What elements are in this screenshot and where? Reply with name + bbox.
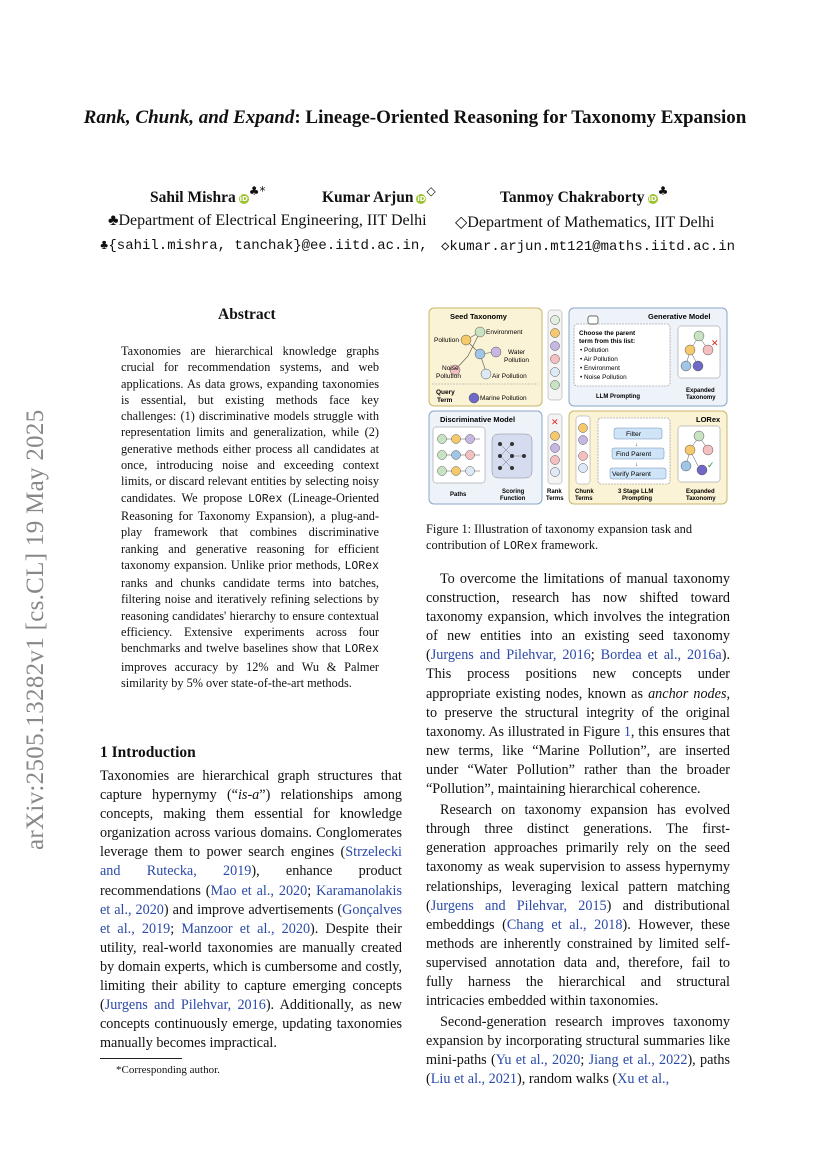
orcid-icon[interactable]: iD <box>239 195 248 203</box>
abstract-text: Taxonomies are hierarchical knowledge graphs crucial for recommendation systems, and web applications. As data grows, expanding taxonomies is essential, but existing methods face key challenges: (1) discriminative models struggle with representation limits and generalization, while (2) generative methods either process all candidates at once, introducing noise and exceeding context limits, or discard relevant entities by selecting noisy candidates. We propose <box>121 344 379 505</box>
abstract-body <box>121 343 379 691</box>
paragraph <box>100 767 402 1053</box>
author-marks: ◇ <box>426 184 436 198</box>
text: ”) relationships among concepts, making them essential for knowledge organization across various domains. Conglomerates leverage them to power search engines ( <box>100 787 402 861</box>
scoring-label: Function <box>500 496 526 502</box>
lorex-name: LORex <box>503 540 538 554</box>
label-marine: Marine Pollution <box>480 395 527 402</box>
text: ), paths ( <box>426 1052 730 1088</box>
citation-link[interactable]: Manzoor et al., 2020 <box>181 920 311 937</box>
text: ; <box>307 882 317 899</box>
text: Research on taxonomy expansion has evolved through three distinct generations. The first-generation approaches primarily rely on the seed taxonomy as weak supervision to assess hypernymy relationships, leveraging lexical pattern matching ( <box>426 802 730 914</box>
label-environment: Environment <box>486 329 523 336</box>
svg-text:↓: ↓ <box>635 442 638 448</box>
expanded-label: Taxonomy <box>686 496 716 502</box>
author-name: Kumar Arjun <box>322 189 414 206</box>
abstract-text: improves accuracy by 12% and Wu & Palmer similarity by 5% over state-of-the-art methods. <box>121 659 379 690</box>
stage-label: 3 Stage LLM <box>618 489 654 495</box>
citation-link[interactable]: Jurgens and Pilehvar, 2015 <box>430 897 607 914</box>
text: ). Despite their utility, real-world taxonomies are manually created by domain experts, which is cumbersome and costly, limiting their ability to capture emerging concepts ( <box>100 920 402 1014</box>
check-icon: ✓ <box>707 460 715 470</box>
citation-link[interactable]: Gonçalves et al., 2019 <box>100 901 403 937</box>
citation-link[interactable]: Jurgens and Pilehvar, 2016 <box>430 647 591 664</box>
generative-model-label: Generative Model <box>648 312 711 321</box>
author-name: Sahil Mishra <box>150 189 236 206</box>
citation-link[interactable]: Bordea et al., 2016a <box>600 647 722 664</box>
discriminative-label: Discriminative Model <box>440 415 516 424</box>
text: ) and improve advertisements ( <box>163 901 343 918</box>
citation-link[interactable]: Karamanolakis et al., 2020 <box>100 882 402 918</box>
abstract-text: (Lineage-Oriented Reasoning for Taxonomy Expansion), a plug-and-play framework that combines discriminative ranking and generative reasoning for efficient taxonomy expansion. Unlike prior methods, <box>121 490 380 572</box>
intro-left-column <box>100 767 402 1053</box>
figure-link[interactable]: 1 <box>623 723 631 740</box>
node-pollution <box>461 335 471 345</box>
right-column <box>426 570 730 1090</box>
chunk-label: Chunk <box>575 489 594 495</box>
figure-caption <box>426 521 730 556</box>
text: Taxonomies are hierarchical graph structures that capture hypernymy (“ <box>100 768 402 804</box>
lorex-name: LORex <box>344 643 379 657</box>
find-parent-label: Find Parent <box>616 451 652 458</box>
lorex-name: LORex <box>247 492 283 506</box>
citation-link[interactable]: Mao et al., 2020 <box>210 882 308 899</box>
seed-taxonomy-label: Seed Taxonomy <box>450 312 507 321</box>
citation-link[interactable]: Xu et al., <box>617 1071 670 1088</box>
node-environment <box>475 327 485 337</box>
title-italic: Rank, Chunk, and Expand <box>83 107 295 128</box>
expanded-label: Taxonomy <box>686 395 716 401</box>
citation-link[interactable]: Jurgens and Pilehvar, 2016 <box>104 997 266 1014</box>
text: ), enhance product recommendations ( <box>100 863 402 899</box>
text: To overcome the limitations of manual taxonomy construction, research has now shifted toward taxonomy expansion, which involves the integration of new entities into an existing seed taxonomy ( <box>426 571 730 664</box>
node-water <box>491 347 501 357</box>
cross-icon: ✕ <box>711 338 719 348</box>
prompt-item: • Pollution <box>580 347 609 354</box>
paragraph <box>426 801 730 1011</box>
prompt-item: • Environment <box>580 365 620 372</box>
text-italic: anchor nodes <box>648 685 727 702</box>
text: ). However, these methods are inherently constrained by limited self-supervised annotation data and, therefore, fail to fully harness the hierarchical and structural intricacies embedded within taxonomies. <box>426 916 730 1010</box>
orcid-icon[interactable]: iD <box>417 195 426 203</box>
paragraph <box>426 570 730 799</box>
cross-icon: ✕ <box>551 417 559 427</box>
text: ; <box>590 647 601 664</box>
text: ; <box>170 920 182 937</box>
node-marine <box>469 393 479 403</box>
prompt-line: term from this list: <box>579 338 636 345</box>
filter-label: Filter <box>626 431 642 438</box>
arxiv-stamp[interactable]: arXiv:2505.13282v1 [cs.CL] 19 May 2025 <box>22 409 49 850</box>
expanded-label: Expanded <box>686 489 715 495</box>
label-pollution: Pollution <box>434 337 459 344</box>
chunk-label: Terms <box>575 496 593 502</box>
text: Second-generation research improves taxonomy expansion by incorporating structural summaries like mini-paths ( <box>426 1014 730 1069</box>
citation-link[interactable]: Jiang et al., 2022 <box>588 1052 688 1069</box>
email-2[interactable]: ◇kumar.arjun.mt121@maths.iitd.ac.in <box>441 239 736 255</box>
paths-label: Paths <box>450 492 467 498</box>
abstract-text: ranks and chunks candidate terms into batches, filtering noise and iteratively refining selections by reasoning candidates' hierarchy to ensure contextual efficiency. Extensive experiments across four benchmarks and twelve baselines show that <box>121 576 379 656</box>
text-italic: is-a <box>237 787 260 804</box>
prompt-line: Choose the parent <box>579 330 636 337</box>
citation-link[interactable]: Yu et al., 2020 <box>495 1052 581 1069</box>
label-term: Term <box>437 397 453 404</box>
affiliation-1: ♣Department of Electrical Engineering, IIT Delhi <box>108 212 427 229</box>
citation-link[interactable]: Liu et al., 2021 <box>430 1071 518 1088</box>
text: , this ensures that new terms, like “Marine Pollution”, are inserted under “Water Pollution” rather than the broader “Pollution”, maintaining hierarchical coherence. <box>426 723 730 798</box>
label-query: Query <box>436 389 455 396</box>
email-1[interactable]: ♣{sahil.mishra, tanchak}@ee.iitd.ac.in, <box>100 238 428 254</box>
robot-icon <box>588 316 598 324</box>
author-1 <box>150 184 265 207</box>
caption-text: framework. <box>537 538 599 553</box>
text: ). This process positions new concepts under appropriate existing nodes, known as <box>426 647 730 702</box>
title-rest: : Lineage-Oriented Reasoning for Taxonomy Expansion <box>294 107 747 128</box>
lorex-label: LORex <box>696 415 721 424</box>
paper-title <box>80 106 750 130</box>
node-air <box>481 369 491 379</box>
text: ). Additionally, as new concepts continuously emerge, updating taxonomies manually becomes impractical. <box>100 997 402 1052</box>
prompt-item: • Noise Pollution <box>580 374 627 381</box>
svg-text:↓: ↓ <box>635 462 638 468</box>
rank-label: Terms <box>546 496 564 502</box>
label-noise-2: Pollution <box>436 373 461 380</box>
scoring-label: Scoring <box>502 489 525 495</box>
verify-parent-label: Verify Parent <box>612 471 651 478</box>
stage-label: Prompting <box>622 496 652 502</box>
expanded-label: Expanded <box>686 388 715 394</box>
text: ), random walks ( <box>517 1071 618 1088</box>
label-noise: Noise <box>442 365 459 372</box>
llm-prompting-label: LLM Prompting <box>596 394 640 400</box>
footnote: *Corresponding author. <box>116 1064 220 1076</box>
lorex-name: LORex <box>344 559 379 573</box>
citation-link[interactable]: Chang et al., 2018 <box>506 916 623 933</box>
author-marks: ♣* <box>248 184 266 198</box>
text: ) and distributional embeddings ( <box>426 897 730 933</box>
text: , to preserve the structural integrity of the original taxonomy. As illustrated in Figure <box>426 685 731 740</box>
author-3 <box>500 184 668 207</box>
author-name: Tanmoy Chakraborty <box>500 189 645 206</box>
section-heading: 1 Introduction <box>100 744 196 761</box>
prompt-item: • Air Pollution <box>580 356 618 363</box>
citation-link[interactable]: Strzelecki and Rutecka, 2019 <box>100 844 402 880</box>
figure-1 <box>428 306 728 506</box>
label-water-2: Pollution <box>504 357 529 364</box>
caption-text: Figure 1: Illustration of taxonomy expansion task and contribution of <box>426 522 693 553</box>
affiliation-2: ◇Department of Mathematics, IIT Delhi <box>455 214 715 231</box>
author-2 <box>322 184 436 207</box>
label-water: Water <box>508 349 526 356</box>
node-mid <box>475 349 485 359</box>
orcid-icon[interactable]: iD <box>648 195 657 203</box>
abstract-heading: Abstract <box>218 306 276 323</box>
text: ; <box>580 1052 589 1069</box>
rank-label: Rank <box>547 489 562 495</box>
footnote-rule <box>100 1058 182 1059</box>
author-marks: ♣ <box>657 184 669 198</box>
label-air: Air Pollution <box>492 373 527 380</box>
paragraph <box>426 1013 730 1089</box>
